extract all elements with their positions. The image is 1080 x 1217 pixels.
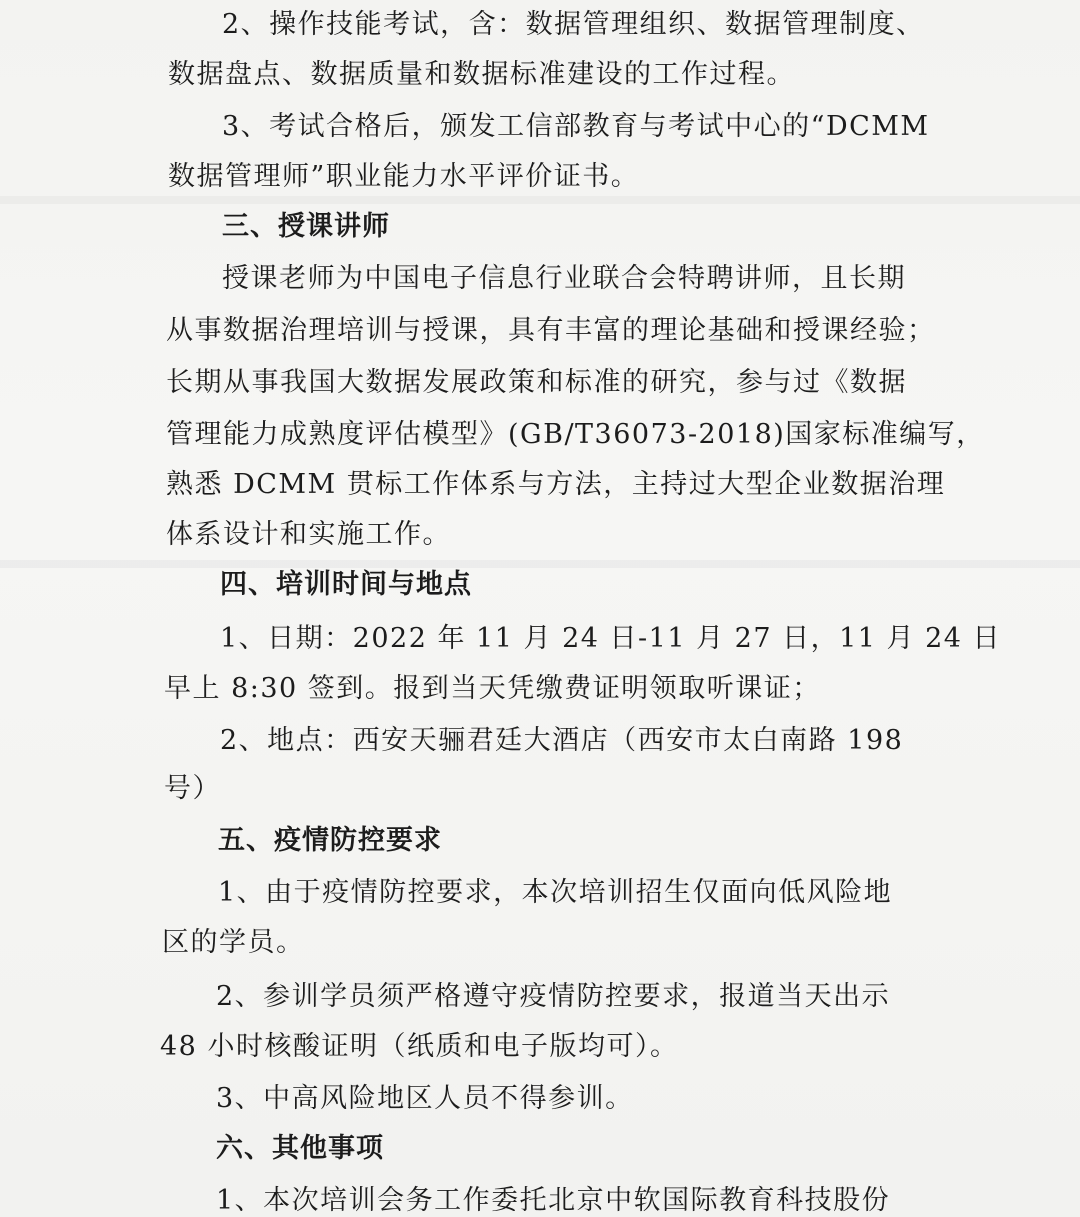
epidemic-item-2-line-1: 2、参训学员须严格遵守疫情防控要求，报道当天出示 xyxy=(216,981,891,1012)
scan-band xyxy=(0,196,1080,204)
instructor-para-line-4: 管理能力成熟度评估模型》(GB/T36073-2018)国家标准编写， xyxy=(166,419,985,450)
scan-band xyxy=(0,560,1080,568)
date-line-1: 1、日期：2022 年 11 月 24 日-11 月 27 日，11 月 24 日 xyxy=(220,623,1002,654)
epidemic-item-1-line-2: 区的学员。 xyxy=(162,927,305,958)
other-item-1-line-1: 1、本次培训会务工作委托北京中软国际教育科技股份 xyxy=(216,1185,891,1216)
epidemic-item-2-line-2: 48 小时核酸证明（纸质和电子版均可）。 xyxy=(160,1031,679,1062)
instructor-para-line-1: 授课老师为中国电子信息行业联合会特聘讲师，且长期 xyxy=(222,263,906,294)
instructor-para-line-2: 从事数据治理培训与授课，具有丰富的理论基础和授课经验； xyxy=(166,315,936,346)
section-heading-time-place: 四、培训时间与地点 xyxy=(220,569,472,600)
location-line-2: 号） xyxy=(164,773,221,804)
section-heading-epidemic: 五、疫情防控要求 xyxy=(218,825,442,856)
exam-item-2-line-2: 数据盘点、数据质量和数据标准建设的工作过程。 xyxy=(168,59,795,90)
exam-item-2-line-1: 2、操作技能考试，含：数据管理组织、数据管理制度、 xyxy=(222,9,925,40)
instructor-para-line-5: 熟悉 DCMM 贯标工作体系与方法，主持过大型企业数据治理 xyxy=(166,469,946,500)
section-heading-other: 六、其他事项 xyxy=(216,1133,384,1164)
exam-item-3-line-2: 数据管理师”职业能力水平评价证书。 xyxy=(168,161,640,192)
exam-item-3-line-1: 3、考试合格后，颁发工信部教育与考试中心的“DCMM xyxy=(222,111,930,142)
instructor-para-line-6: 体系设计和实施工作。 xyxy=(166,519,451,550)
location-line-1: 2、地点：西安天骊君廷大酒店（西安市太白南路 198 xyxy=(220,725,904,756)
instructor-para-line-3: 长期从事我国大数据发展政策和标准的研究，参与过《数据 xyxy=(166,367,907,398)
date-line-2: 早上 8:30 签到。报到当天凭缴费证明领取听课证； xyxy=(164,673,821,704)
section-heading-instructors: 三、授课讲师 xyxy=(222,211,390,242)
epidemic-item-3: 3、中高风险地区人员不得参训。 xyxy=(216,1083,634,1114)
epidemic-item-1-line-1: 1、由于疫情防控要求，本次培训招生仅面向低风险地 xyxy=(218,877,893,908)
